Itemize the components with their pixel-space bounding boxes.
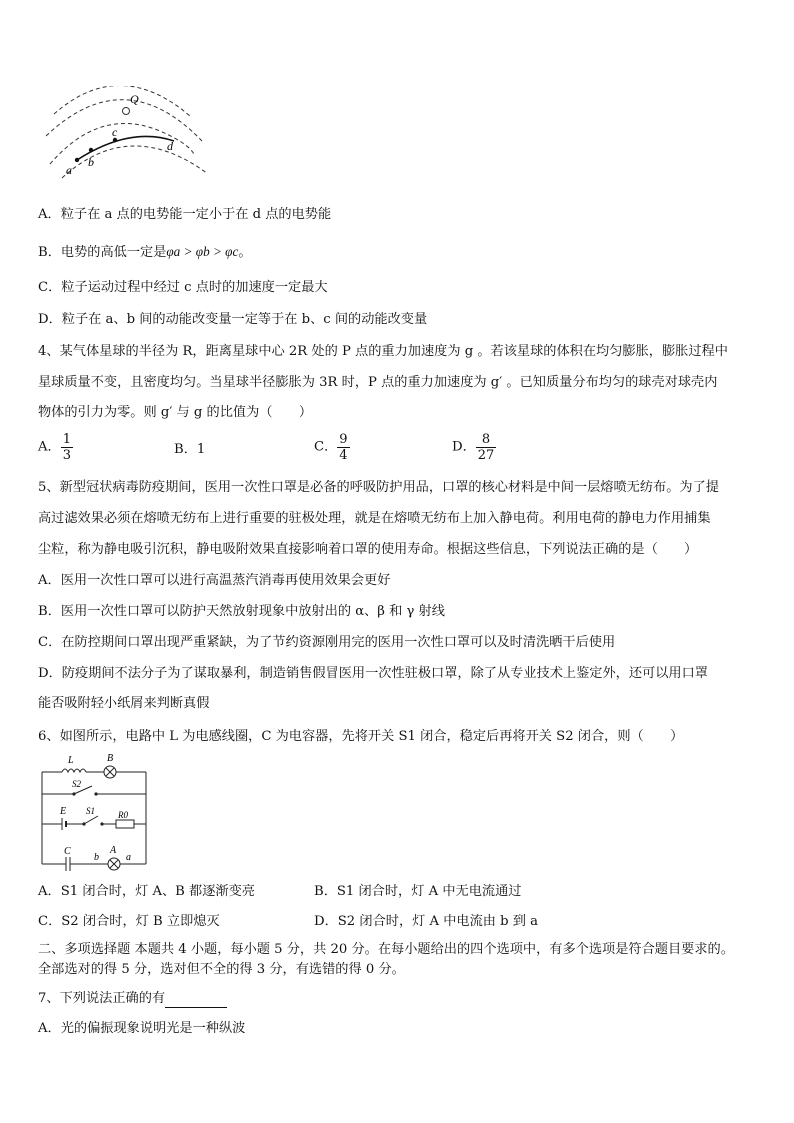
q5-stem-line2: 高过滤效果必须在熔喷无纺布上进行重要的驻极处理，就是在熔喷无纺布上加入静电荷。利用电荷的静电力作用捕集 — [38, 511, 711, 526]
q4-option-a — [38, 432, 73, 463]
q4-option-c-den: 4 — [339, 448, 348, 463]
q3-option-d: D．粒子在 a、b 间的动能改变量一定等于在 b、c 间的动能改变量 — [38, 312, 428, 327]
circuit-label-b: b — [94, 852, 99, 863]
q4-option-d-den: 27 — [477, 448, 495, 463]
fig1-label-a: a — [66, 163, 72, 177]
section2-instructions-line1: 二、多项选择题 本题共 4 小题，每小题 5 分，共 20 分。在每小题给出的四个选项中，有多个选项是符合题目要求的。 — [38, 942, 734, 957]
q6-option-b: B．S1 闭合时，灯 A 中无电流通过 — [314, 884, 522, 899]
q4-option-a-den: 3 — [62, 448, 71, 463]
q7-answer-blank — [165, 994, 227, 1008]
q4-option-a-num: 1 — [62, 432, 71, 447]
q3-option-b-suffix: 。 — [238, 245, 252, 260]
q4-stem-line2: 星球质量不变，且密度均匀。当星球半径膨胀为 3R 时，P 点的重力加速度为 g′ 。已知质量分布均匀的球壳对球壳内 — [38, 375, 718, 390]
circuit-label-E: E — [60, 806, 67, 817]
circuit-label-L: L — [68, 755, 74, 766]
q4-option-d-label: D． — [452, 439, 476, 455]
fig1-label-b: b — [88, 155, 94, 169]
q7-stem — [38, 990, 227, 1008]
q7-option-a: A．光的偏振现象说明光是一种纵波 — [38, 1021, 246, 1036]
q4-option-d-fraction — [476, 432, 497, 463]
q5-option-a: A．医用一次性口罩可以进行高温蒸汽消毒再使用效果会更好 — [38, 573, 391, 588]
q7-stem-text: 7、下列说法正确的有 — [38, 991, 166, 1006]
q3-option-c: C．粒子运动过程中经过 c 点时的加速度一定最大 — [38, 280, 328, 295]
circuit-diagram — [36, 752, 154, 872]
q3-option-a: A．粒子在 a 点的电势能一定小于在 d 点的电势能 — [38, 207, 332, 222]
circuit-label-S2: S2 — [72, 779, 81, 789]
fig1-label-Q: Q — [130, 92, 139, 106]
circuit-label-C: C — [64, 846, 71, 857]
q4-stem-line1: 4、某气体星球的半径为 R，距离星球中心 2R 处的 P 点的重力加速度为 g 。若该星球的体积在均匀膨胀，膨胀过程中 — [38, 344, 728, 359]
q5-option-c: C．在防控期间口罩出现严重紧缺，为了节约资源刚用完的医用一次性口罩可以及时清洗晒干后使用 — [38, 635, 616, 650]
q4-option-c-label: C． — [314, 439, 338, 455]
circuit-label-R0: R0 — [118, 810, 128, 820]
q4-option-c-fraction — [337, 432, 349, 463]
q5-stem-line1: 5、新型冠状病毒防疫期间，医用一次性口罩是必备的呼吸防护用品，口罩的核心材料是中间一层熔喷无纺布。为了提 — [38, 480, 719, 495]
q5-option-d-line1: D．防疫期间不法分子为了谋取暴利，制造销售假冒医用一次性驻极口罩，除了从专业技术上鉴定外，还可以用口罩 — [38, 666, 708, 681]
q6-stem: 6、如图所示，电路中 L 为电感线圈，C 为电容器，先将开关 S1 闭合，稳定后再将开关 S2 闭合，则（ ） — [38, 729, 684, 744]
q4-option-d — [452, 432, 496, 463]
q6-option-a: A．S1 闭合时，灯 A、B 都逐渐变亮 — [38, 884, 255, 899]
fig1-label-c: c — [112, 125, 118, 139]
q6-option-c: C．S2 闭合时，灯 B 立即熄灭 — [38, 914, 220, 929]
q4-option-d-num: 8 — [476, 432, 497, 448]
section2-instructions-line2: 全部选对的得 5 分，选对但不全的得 3 分，有选错的得 0 分。 — [38, 962, 405, 977]
q4-option-c-num: 9 — [339, 432, 348, 447]
q3-option-b-formula: φa > φb > φc — [166, 244, 239, 259]
circuit-label-B: B — [107, 753, 114, 764]
q3-option-b-prefix: B．电势的高低一定是 — [38, 245, 167, 260]
q4-option-c — [314, 432, 350, 463]
circuit-label-A: A — [110, 845, 117, 856]
q6-option-d: D．S2 闭合时，灯 A 中电流由 b 到 a — [314, 914, 539, 929]
equipotential-figure — [40, 86, 210, 186]
circuit-label-S1: S1 — [86, 806, 95, 816]
q4-option-b: B．1 — [174, 442, 206, 457]
q5-option-b: B．医用一次性口罩可以防护天然放射现象中放射出的 α、β 和 γ 射线 — [38, 604, 445, 619]
q4-option-a-fraction — [61, 432, 73, 463]
q5-option-d-line2: 能否吸附轻小纸屑来判断真假 — [38, 696, 210, 711]
q5-stem-line3: 尘粒，称为静电吸引沉积，静电吸附效果直接影响着口罩的使用寿命。根据这些信息，下列说法正确的是（ ） — [38, 542, 698, 557]
q3-option-b — [38, 243, 252, 262]
q4-option-a-label: A． — [38, 439, 61, 455]
q4-stem-line3: 物体的引力为零。则 g′ 与 g 的比值为（ ） — [38, 405, 313, 420]
fig1-label-d: d — [167, 139, 173, 153]
circuit-label-a: a — [126, 852, 131, 863]
